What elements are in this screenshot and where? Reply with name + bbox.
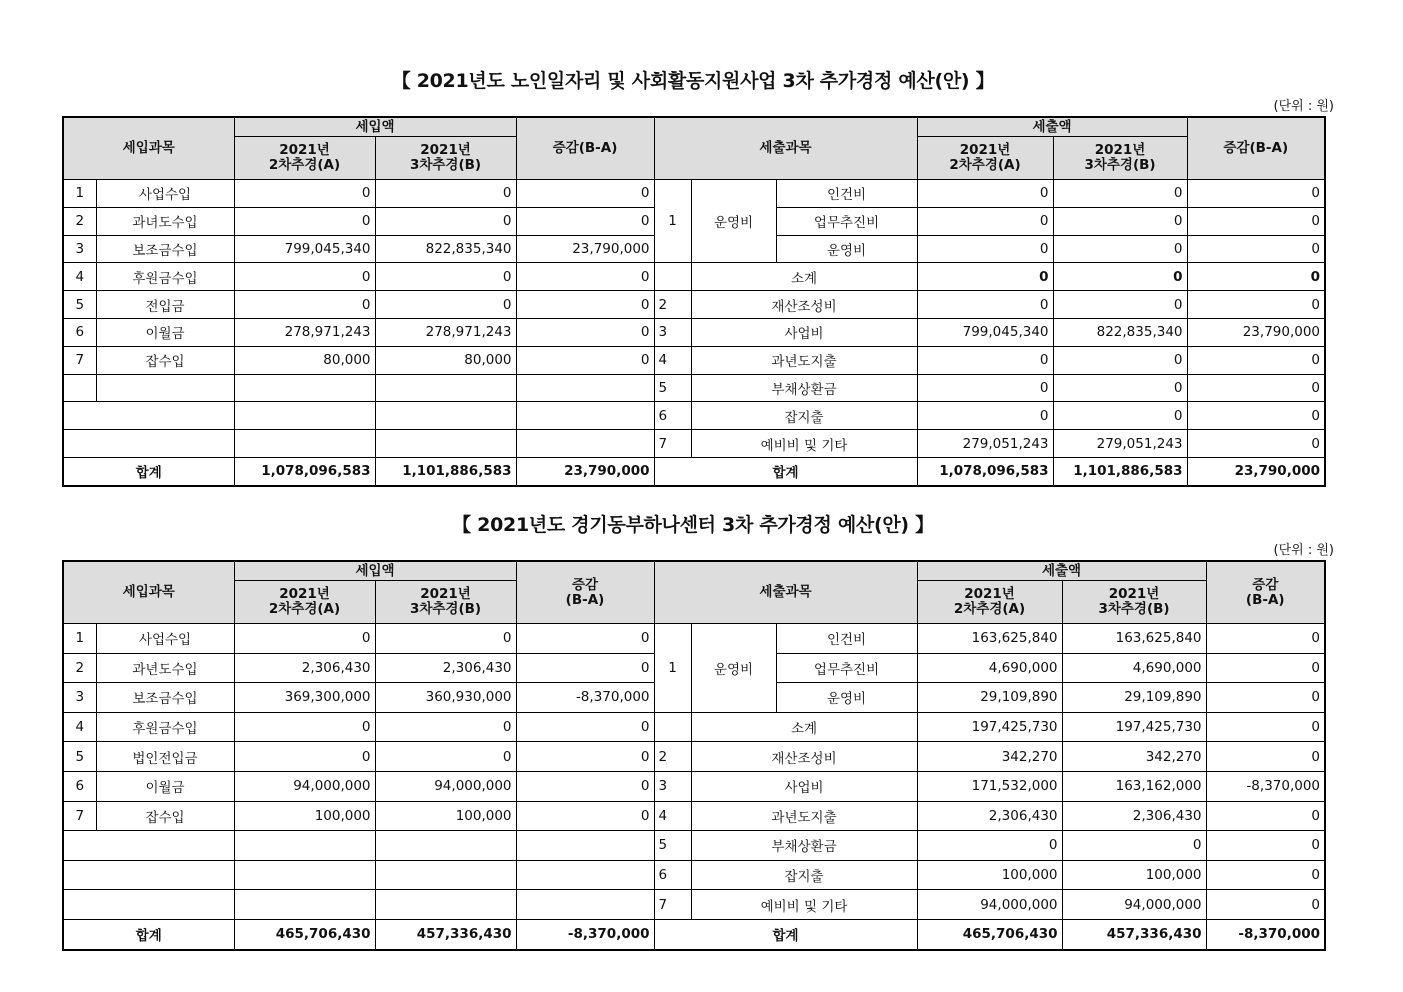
expense-b: 29,109,890: [1062, 683, 1206, 713]
total-row: [63, 919, 1325, 949]
expense-b: 4,690,000: [1062, 653, 1206, 683]
table-row: [63, 430, 1325, 458]
expense-b: 0: [1062, 831, 1206, 861]
unit-label: (단위 : 원): [1273, 99, 1334, 114]
expense-diff: 0: [1206, 831, 1325, 861]
revenue-total-a: 465,706,430: [234, 919, 375, 949]
revenue-name: 보조금수입: [96, 683, 234, 713]
revenue-diff: -8,370,000: [516, 683, 654, 713]
revenue-b: 80,000: [375, 346, 516, 374]
table-row: [63, 890, 1325, 920]
expense-a: 0: [917, 235, 1053, 263]
expense-diff: 0: [1206, 860, 1325, 890]
expense-a: 279,051,243: [917, 430, 1053, 458]
revenue-total-b: 457,336,430: [375, 919, 516, 949]
revenue-no: 4: [63, 263, 96, 291]
expense-name: 재산조성비: [691, 291, 917, 319]
revenue-name: 이월금: [96, 318, 234, 346]
revenue-diff: 0: [516, 263, 654, 291]
expense-a: 29,109,890: [917, 683, 1062, 713]
expense-a: 342,270: [917, 742, 1062, 772]
revenue-no: 4: [63, 712, 96, 742]
expense-a: 0: [917, 374, 1053, 402]
expense-no: 2: [654, 742, 691, 772]
expense-total-b: 1,101,886,583: [1053, 457, 1187, 485]
expense-group: 운영비: [691, 180, 776, 263]
revenue-name: 과녀도수입: [96, 207, 234, 235]
empty-cell: [234, 860, 375, 890]
revenue-b: 0: [375, 624, 516, 654]
expense-diff: 0: [1187, 346, 1325, 374]
revenue-name: 전입금: [96, 291, 234, 319]
expense-b: 163,625,840: [1062, 624, 1206, 654]
expense-subject-header: 세출과목: [654, 561, 917, 624]
expense-name: 업무추진비: [776, 653, 917, 683]
budget-title: 【 2021년도 경기동부하나센터 3차 추가경정 예산(안) 】: [452, 514, 934, 536]
revenue-diff: 0: [516, 207, 654, 235]
revenue-b: 0: [375, 712, 516, 742]
expense-total-b: 457,336,430: [1062, 919, 1206, 949]
empty-cell: [375, 374, 516, 402]
expense-subtotal-a: 197,425,730: [917, 712, 1062, 742]
revenue-a: 0: [234, 207, 375, 235]
empty-cell: [234, 374, 375, 402]
expense-col-b-header: 2021년 3차추경(B): [1053, 137, 1187, 180]
revenue-diff-header: 증감(B-A): [516, 117, 654, 180]
expense-col-a-header: 2021년 2차추경(A): [917, 137, 1053, 180]
empty-cell: [375, 860, 516, 890]
revenue-name: 후원금수입: [96, 263, 234, 291]
expense-diff: 0: [1187, 291, 1325, 319]
expense-b: 2,306,430: [1062, 801, 1206, 831]
expense-b: 0: [1053, 374, 1187, 402]
revenue-a: 0: [234, 291, 375, 319]
expense-diff: 0: [1187, 207, 1325, 235]
table-row: [63, 860, 1325, 890]
expense-no: 4: [654, 346, 691, 374]
revenue-no: 3: [63, 235, 96, 263]
expense-no: 1: [654, 180, 691, 263]
revenue-a: 0: [234, 712, 375, 742]
expense-name: 운영비: [776, 683, 917, 713]
expense-diff: -8,370,000: [1206, 771, 1325, 801]
expense-name: 사업비: [691, 771, 917, 801]
revenue-no: 7: [63, 346, 96, 374]
revenue-name: 과년도수입: [96, 653, 234, 683]
total-row: [63, 457, 1325, 485]
revenue-name: 이월금: [96, 771, 234, 801]
empty-cell: [63, 890, 234, 920]
revenue-total-b: 1,101,886,583: [375, 457, 516, 485]
table-row: [63, 374, 1325, 402]
expense-total-label: 합계: [654, 457, 917, 485]
revenue-total-a: 1,078,096,583: [234, 457, 375, 485]
revenue-b: 94,000,000: [375, 771, 516, 801]
expense-total-label: 합계: [654, 919, 917, 949]
expense-a: 94,000,000: [917, 890, 1062, 920]
expense-a: 0: [917, 346, 1053, 374]
empty-cell: [516, 374, 654, 402]
revenue-a: 369,300,000: [234, 683, 375, 713]
table-row: [63, 771, 1325, 801]
expense-name: 예비비 및 기타: [691, 430, 917, 458]
revenue-a: 2,306,430: [234, 653, 375, 683]
expense-a: 163,625,840: [917, 624, 1062, 654]
empty-cell: [234, 402, 375, 430]
empty-cell: [234, 890, 375, 920]
revenue-col-b-header: 2021년 3차추경(B): [375, 581, 516, 624]
budget-table: [62, 560, 1326, 951]
expense-b: 0: [1053, 346, 1187, 374]
expense-subject-header: 세출과목: [654, 117, 917, 180]
expense-no: 2: [654, 291, 691, 319]
empty-cell: [63, 860, 234, 890]
revenue-diff: 0: [516, 180, 654, 208]
expense-total-a: 465,706,430: [917, 919, 1062, 949]
revenue-no: 6: [63, 318, 96, 346]
revenue-diff: 0: [516, 624, 654, 654]
expense-no: 5: [654, 831, 691, 861]
expense-name: 과년도지출: [691, 346, 917, 374]
revenue-b: 2,306,430: [375, 653, 516, 683]
expense-no: 6: [654, 860, 691, 890]
expense-name: 인건비: [776, 180, 917, 208]
table-row: [63, 291, 1325, 319]
revenue-a: 0: [234, 624, 375, 654]
revenue-name: 보조금수입: [96, 235, 234, 263]
expense-subtotal-diff: 0: [1187, 263, 1325, 291]
revenue-no: 6: [63, 771, 96, 801]
revenue-a: 278,971,243: [234, 318, 375, 346]
expense-b: 94,000,000: [1062, 890, 1206, 920]
revenue-total-diff: -8,370,000: [516, 919, 654, 949]
expense-b: 100,000: [1062, 860, 1206, 890]
revenue-diff: 0: [516, 742, 654, 772]
expense-name: 과년도지출: [691, 801, 917, 831]
expense-b: 0: [1053, 235, 1187, 263]
expense-no: 6: [654, 402, 691, 430]
empty-cell: [234, 831, 375, 861]
expense-diff: 0: [1206, 653, 1325, 683]
expense-group: 운영비: [691, 624, 776, 713]
expense-no: 3: [654, 318, 691, 346]
expense-b: 0: [1053, 180, 1187, 208]
revenue-name: 사업수입: [96, 624, 234, 654]
expense-col-a-header: 2021년 2차추경(A): [917, 581, 1062, 624]
expense-amount-header: 세출액: [917, 561, 1206, 581]
revenue-diff: 0: [516, 801, 654, 831]
revenue-b: 100,000: [375, 801, 516, 831]
revenue-a: 799,045,340: [234, 235, 375, 263]
expense-name: 사업비: [691, 318, 917, 346]
expense-no: 7: [654, 430, 691, 458]
revenue-b: 0: [375, 263, 516, 291]
expense-diff: 0: [1206, 742, 1325, 772]
expense-diff: 0: [1187, 180, 1325, 208]
expense-subtotal-diff: 0: [1206, 712, 1325, 742]
empty-cell: [63, 430, 234, 458]
expense-b: 822,835,340: [1053, 318, 1187, 346]
table-row: [63, 263, 1325, 291]
table-row: [63, 346, 1325, 374]
revenue-diff: 0: [516, 318, 654, 346]
header-row-top: [63, 117, 1325, 137]
revenue-total-label: 합계: [63, 457, 234, 485]
expense-b: 0: [1053, 207, 1187, 235]
budget-table: [62, 116, 1326, 487]
expense-name: 부채상환금: [691, 374, 917, 402]
revenue-no: 5: [63, 742, 96, 772]
expense-a: 0: [917, 402, 1053, 430]
expense-no: 5: [654, 374, 691, 402]
revenue-amount-header: 세입액: [234, 117, 516, 137]
revenue-diff: 0: [516, 771, 654, 801]
revenue-name: 잡수입: [96, 801, 234, 831]
revenue-name: 법인전입금: [96, 742, 234, 772]
empty-cell: [63, 402, 234, 430]
expense-diff: 0: [1206, 683, 1325, 713]
empty-cell: [375, 402, 516, 430]
expense-b: 163,162,000: [1062, 771, 1206, 801]
expense-diff-header: 증감(B-A): [1187, 117, 1325, 180]
expense-a: 4,690,000: [917, 653, 1062, 683]
revenue-total-diff: 23,790,000: [516, 457, 654, 485]
revenue-col-a-header: 2021년 2차추경(A): [234, 137, 375, 180]
expense-b: 0: [1053, 402, 1187, 430]
revenue-b: 360,930,000: [375, 683, 516, 713]
empty-cell: [375, 831, 516, 861]
revenue-no: 1: [63, 624, 96, 654]
budget-section-2: [62, 508, 1334, 951]
empty-cell: [96, 374, 234, 402]
expense-no: 7: [654, 890, 691, 920]
expense-no-empty: [654, 263, 691, 291]
revenue-a: 0: [234, 263, 375, 291]
expense-subtotal-b: 0: [1053, 263, 1187, 291]
revenue-diff: 0: [516, 653, 654, 683]
revenue-no: 2: [63, 207, 96, 235]
expense-a: 0: [917, 207, 1053, 235]
expense-total-a: 1,078,096,583: [917, 457, 1053, 485]
empty-cell: [516, 402, 654, 430]
revenue-diff: 0: [516, 346, 654, 374]
revenue-no: 3: [63, 683, 96, 713]
revenue-a: 80,000: [234, 346, 375, 374]
revenue-a: 0: [234, 180, 375, 208]
expense-name: 업무추진비: [776, 207, 917, 235]
revenue-b: 0: [375, 742, 516, 772]
revenue-col-a-header: 2021년 2차추경(A): [234, 581, 375, 624]
expense-diff: 0: [1187, 402, 1325, 430]
expense-a: 0: [917, 291, 1053, 319]
expense-diff: 0: [1187, 235, 1325, 263]
table-row: [63, 801, 1325, 831]
expense-a: 2,306,430: [917, 801, 1062, 831]
expense-subtotal-label: 소계: [691, 263, 917, 291]
revenue-name: 잡수입: [96, 346, 234, 374]
revenue-diff: 0: [516, 712, 654, 742]
expense-name: 부채상환금: [691, 831, 917, 861]
expense-a: 0: [917, 831, 1062, 861]
expense-name: 예비비 및 기타: [691, 890, 917, 920]
expense-name: 잡지출: [691, 860, 917, 890]
expense-diff: 0: [1206, 801, 1325, 831]
empty-cell: [234, 430, 375, 458]
revenue-a: 0: [234, 742, 375, 772]
revenue-a: 100,000: [234, 801, 375, 831]
table-row: [63, 402, 1325, 430]
unit-label: (단위 : 원): [1273, 543, 1334, 558]
expense-name: 운영비: [776, 235, 917, 263]
empty-cell: [63, 374, 96, 402]
revenue-subject-header: 세입과목: [63, 117, 234, 180]
header-row-top: [63, 561, 1325, 581]
revenue-no: 2: [63, 653, 96, 683]
empty-cell: [63, 831, 234, 861]
empty-cell: [516, 831, 654, 861]
table-row: [63, 831, 1325, 861]
revenue-no: 5: [63, 291, 96, 319]
empty-cell: [516, 430, 654, 458]
expense-no: 4: [654, 801, 691, 831]
expense-no: 3: [654, 771, 691, 801]
revenue-subject-header: 세입과목: [63, 561, 234, 624]
expense-a: 0: [917, 180, 1053, 208]
expense-no: 1: [654, 624, 691, 713]
revenue-a: 94,000,000: [234, 771, 375, 801]
revenue-b: 822,835,340: [375, 235, 516, 263]
expense-no-empty: [654, 712, 691, 742]
table-row: [63, 712, 1325, 742]
table-row: [63, 318, 1325, 346]
expense-diff-header: 증감 (B-A): [1206, 561, 1325, 624]
expense-diff: 0: [1187, 374, 1325, 402]
revenue-b: 278,971,243: [375, 318, 516, 346]
expense-a: 799,045,340: [917, 318, 1053, 346]
table-row: [63, 180, 1325, 208]
expense-name: 재산조성비: [691, 742, 917, 772]
expense-b: 342,270: [1062, 742, 1206, 772]
revenue-total-label: 합계: [63, 919, 234, 949]
expense-a: 171,532,000: [917, 771, 1062, 801]
table-row: [63, 742, 1325, 772]
expense-diff: 0: [1206, 890, 1325, 920]
table-row: [63, 624, 1325, 654]
expense-total-diff: -8,370,000: [1206, 919, 1325, 949]
expense-subtotal-a: 0: [917, 263, 1053, 291]
empty-cell: [375, 430, 516, 458]
expense-b: 0: [1053, 291, 1187, 319]
expense-name: 인건비: [776, 624, 917, 654]
revenue-name: 사업수입: [96, 180, 234, 208]
expense-subtotal-label: 소계: [691, 712, 917, 742]
expense-col-b-header: 2021년 3차추경(B): [1062, 581, 1206, 624]
empty-cell: [516, 890, 654, 920]
revenue-diff: 23,790,000: [516, 235, 654, 263]
expense-b: 279,051,243: [1053, 430, 1187, 458]
revenue-name: 후원금수입: [96, 712, 234, 742]
revenue-b: 0: [375, 180, 516, 208]
revenue-no: 7: [63, 801, 96, 831]
expense-diff: 0: [1187, 430, 1325, 458]
revenue-b: 0: [375, 291, 516, 319]
empty-cell: [375, 890, 516, 920]
budget-section-1: [62, 64, 1334, 487]
revenue-col-b-header: 2021년 3차추경(B): [375, 137, 516, 180]
revenue-diff-header: 증감 (B-A): [516, 561, 654, 624]
budget-title: 【 2021년도 노인일자리 및 사회활동지원사업 3차 추가경정 예산(안) 】: [391, 70, 995, 92]
expense-total-diff: 23,790,000: [1187, 457, 1325, 485]
expense-name: 잡지출: [691, 402, 917, 430]
revenue-b: 0: [375, 207, 516, 235]
expense-diff: 0: [1206, 624, 1325, 654]
expense-diff: 23,790,000: [1187, 318, 1325, 346]
empty-cell: [516, 860, 654, 890]
expense-subtotal-b: 197,425,730: [1062, 712, 1206, 742]
revenue-no: 1: [63, 180, 96, 208]
revenue-diff: 0: [516, 291, 654, 319]
revenue-amount-header: 세입액: [234, 561, 516, 581]
expense-a: 100,000: [917, 860, 1062, 890]
expense-amount-header: 세출액: [917, 117, 1187, 137]
